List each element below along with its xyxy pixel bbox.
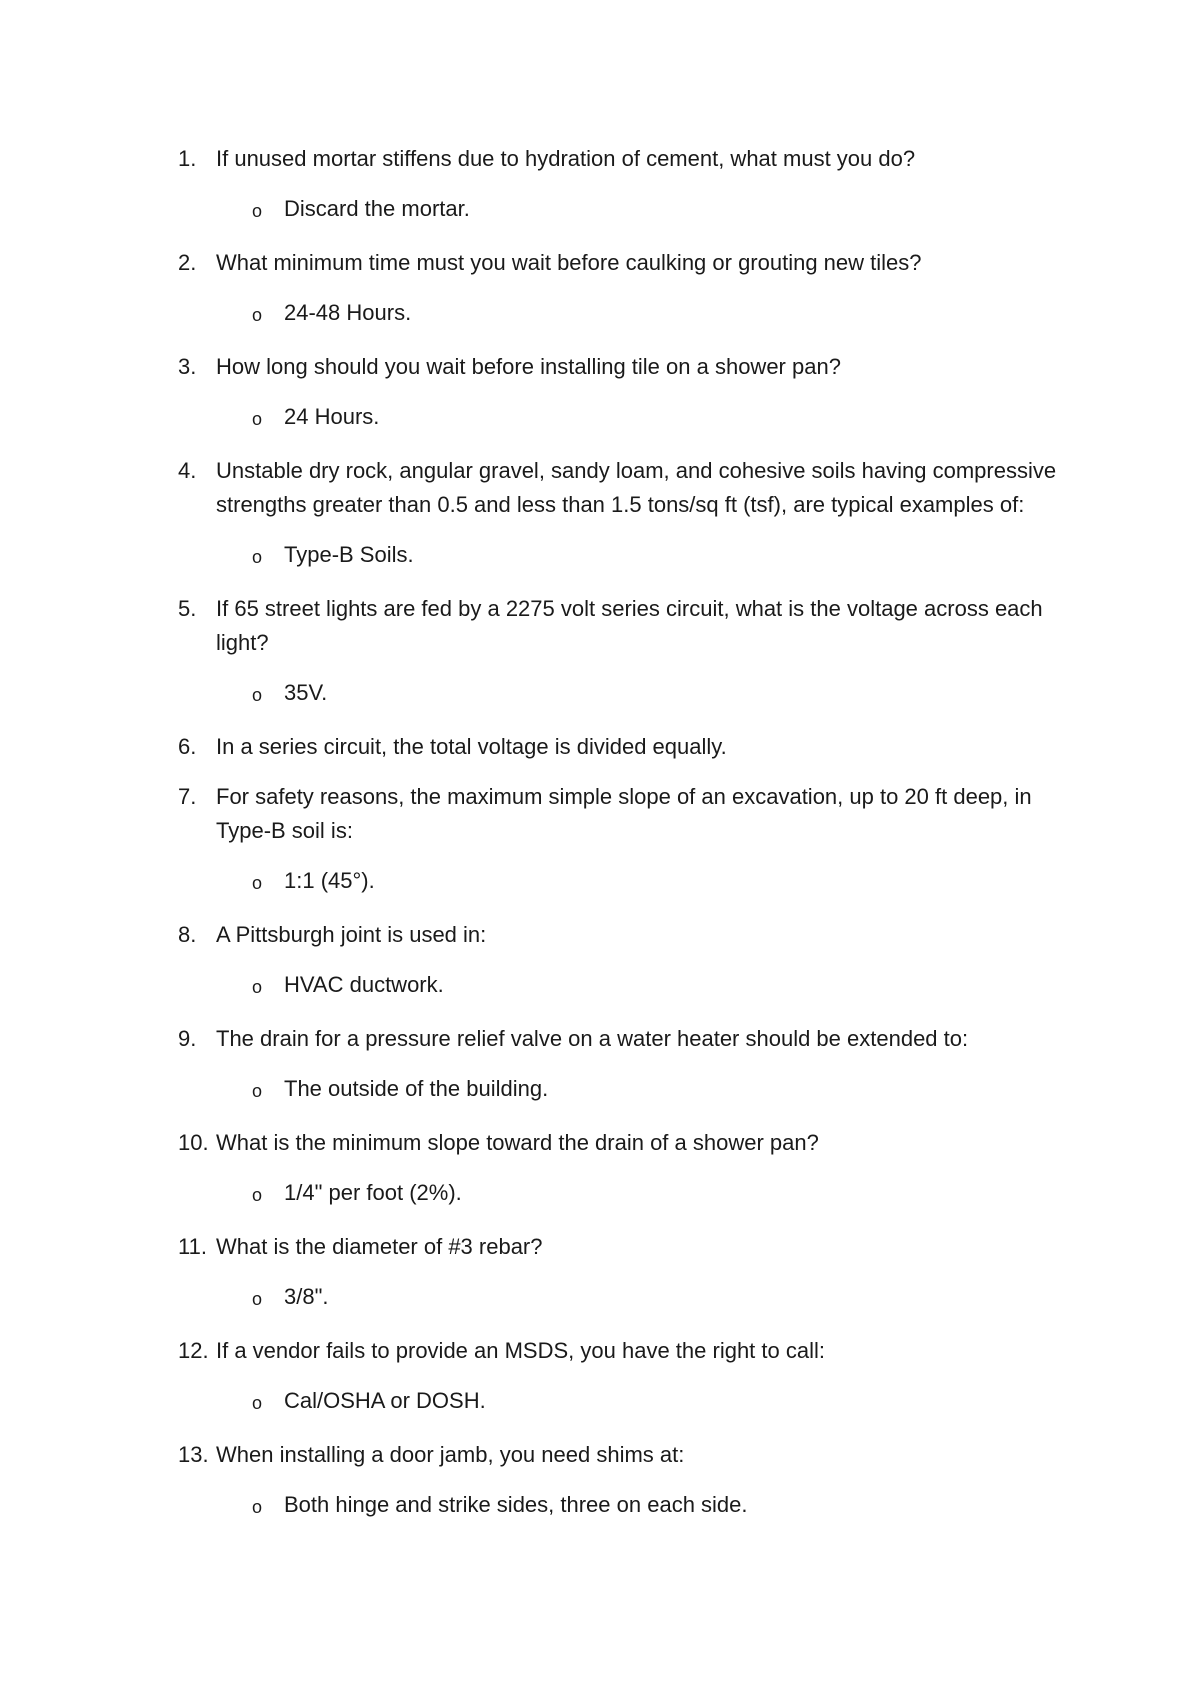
question-row bbox=[178, 246, 1078, 280]
bullet-icon: o bbox=[252, 1393, 263, 1413]
bullet-icon: o bbox=[252, 1289, 263, 1309]
question-number: 4. bbox=[178, 458, 197, 483]
question-number: 5. bbox=[178, 596, 197, 621]
question-item bbox=[178, 1438, 1078, 1526]
question-number: 13. bbox=[178, 1442, 209, 1467]
answer-row bbox=[178, 296, 1078, 334]
answer-row bbox=[178, 1176, 1078, 1214]
answer-text: 1:1 (45°). bbox=[284, 868, 375, 893]
question-item bbox=[178, 454, 1078, 576]
question-text: In a series circuit, the total voltage is divided equally. bbox=[216, 734, 727, 759]
answer-text: HVAC ductwork. bbox=[284, 972, 444, 997]
question-row bbox=[178, 1334, 1078, 1368]
answer-row bbox=[178, 1384, 1078, 1422]
answer-row bbox=[178, 538, 1078, 576]
bullet-icon: o bbox=[252, 977, 263, 997]
question-row bbox=[178, 454, 1078, 522]
answer-text: 35V. bbox=[284, 680, 328, 705]
question-item bbox=[178, 1126, 1078, 1214]
question-text: What is the diameter of #3 rebar? bbox=[216, 1234, 543, 1259]
question-row bbox=[178, 350, 1078, 384]
question-text: If a vendor fails to provide an MSDS, you have the right to call: bbox=[216, 1338, 825, 1363]
question-text: What minimum time must you wait before caulking or grouting new tiles? bbox=[216, 250, 922, 275]
answer-row bbox=[178, 676, 1078, 714]
question-number: 8. bbox=[178, 922, 197, 947]
answer-row bbox=[178, 400, 1078, 438]
question-number: 2. bbox=[178, 250, 197, 275]
question-text: If unused mortar stiffens due to hydration of cement, what must you do? bbox=[216, 146, 916, 171]
question-text: If 65 street lights are fed by a 2275 volt series circuit, what is the voltage across each light? bbox=[216, 596, 1043, 655]
answer-row bbox=[178, 1280, 1078, 1318]
question-text: Unstable dry rock, angular gravel, sandy loam, and cohesive soils having compressive strengths greater than 0.5 and less than 1.5 tons/sq ft (tsf), are typical examples of: bbox=[216, 458, 1057, 517]
question-item bbox=[178, 1022, 1078, 1110]
question-number: 6. bbox=[178, 734, 197, 759]
answer-row bbox=[178, 192, 1078, 230]
bullet-icon: o bbox=[252, 1185, 263, 1205]
question-row bbox=[178, 142, 1078, 176]
question-row bbox=[178, 730, 1078, 764]
bullet-icon: o bbox=[252, 201, 263, 221]
answer-text: Cal/OSHA or DOSH. bbox=[284, 1388, 486, 1413]
answer-text: Type-B Soils. bbox=[284, 542, 414, 567]
question-item bbox=[178, 592, 1078, 714]
answer-text: The outside of the building. bbox=[284, 1076, 549, 1101]
question-row bbox=[178, 918, 1078, 952]
answer-row bbox=[178, 1488, 1078, 1526]
question-item bbox=[178, 1230, 1078, 1318]
answer-text: 1/4" per foot (2%). bbox=[284, 1180, 462, 1205]
question-number: 3. bbox=[178, 354, 197, 379]
question-item bbox=[178, 780, 1078, 902]
question-item bbox=[178, 142, 1078, 230]
question-text: What is the minimum slope toward the drain of a shower pan? bbox=[216, 1130, 819, 1155]
question-number: 12. bbox=[178, 1338, 209, 1363]
answer-row bbox=[178, 864, 1078, 902]
bullet-icon: o bbox=[252, 1081, 263, 1101]
bullet-icon: o bbox=[252, 547, 263, 567]
question-row bbox=[178, 780, 1078, 848]
bullet-icon: o bbox=[252, 305, 263, 325]
bullet-icon: o bbox=[252, 1497, 263, 1517]
question-item bbox=[178, 730, 1078, 764]
answer-row bbox=[178, 1072, 1078, 1110]
question-row bbox=[178, 1022, 1078, 1056]
question-item bbox=[178, 246, 1078, 334]
question-text: A Pittsburgh joint is used in: bbox=[216, 922, 487, 947]
question-row bbox=[178, 1126, 1078, 1160]
answer-row bbox=[178, 968, 1078, 1006]
question-item bbox=[178, 350, 1078, 438]
question-list bbox=[178, 142, 1078, 1542]
question-number: 1. bbox=[178, 146, 197, 171]
question-number: 10. bbox=[178, 1130, 209, 1155]
question-number: 11. bbox=[178, 1234, 207, 1259]
question-row bbox=[178, 1438, 1078, 1472]
question-text: How long should you wait before installing tile on a shower pan? bbox=[216, 354, 841, 379]
question-row bbox=[178, 1230, 1078, 1264]
bullet-icon: o bbox=[252, 685, 263, 705]
question-text: For safety reasons, the maximum simple slope of an excavation, up to 20 ft deep, in Type-B soil is: bbox=[216, 784, 1032, 843]
question-item bbox=[178, 1334, 1078, 1422]
answer-text: 3/8". bbox=[284, 1284, 329, 1309]
question-item bbox=[178, 918, 1078, 1006]
answer-text: 24 Hours. bbox=[284, 404, 380, 429]
question-row bbox=[178, 592, 1078, 660]
question-text: The drain for a pressure relief valve on a water heater should be extended to: bbox=[216, 1026, 969, 1051]
question-number: 7. bbox=[178, 784, 197, 809]
answer-text: Both hinge and strike sides, three on each side. bbox=[284, 1492, 748, 1517]
question-text: When installing a door jamb, you need shims at: bbox=[216, 1442, 685, 1467]
bullet-icon: o bbox=[252, 873, 263, 893]
answer-text: Discard the mortar. bbox=[284, 196, 470, 221]
answer-text: 24-48 Hours. bbox=[284, 300, 412, 325]
bullet-icon: o bbox=[252, 409, 263, 429]
question-number: 9. bbox=[178, 1026, 197, 1051]
